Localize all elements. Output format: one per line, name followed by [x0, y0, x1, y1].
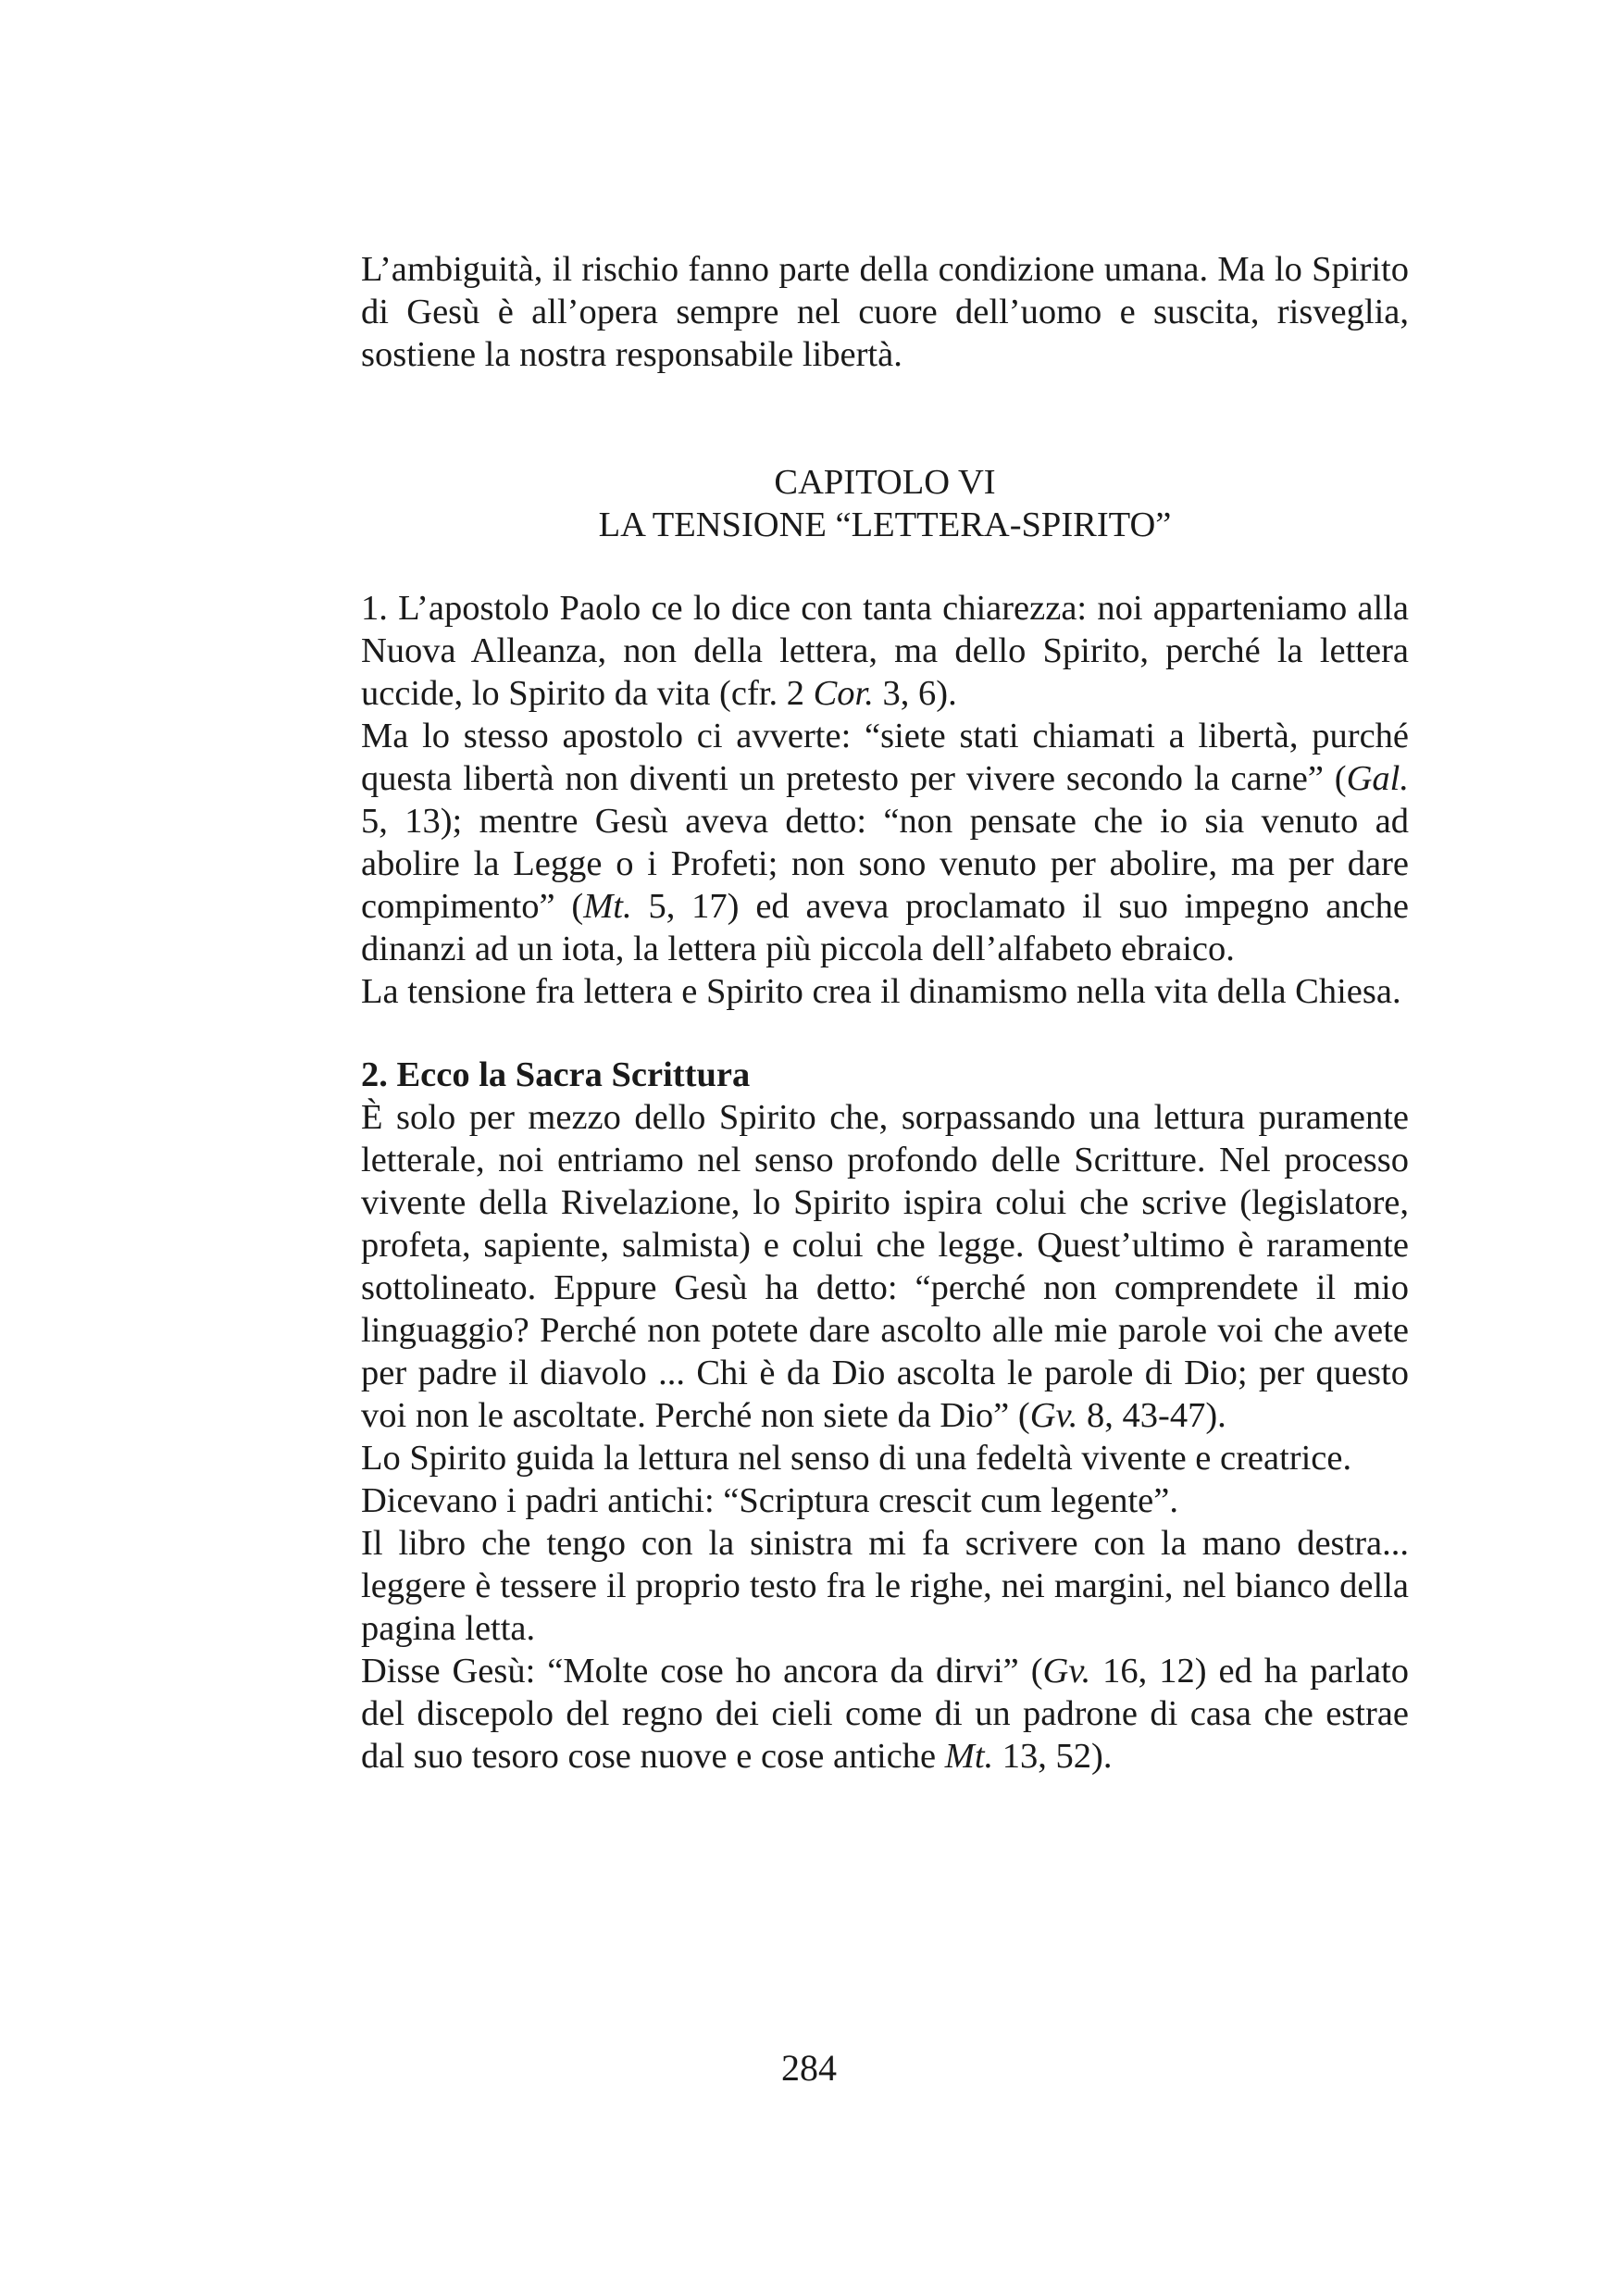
- citation: Gv.: [1042, 1652, 1091, 1691]
- text-run: 8, 43-47).: [1077, 1396, 1226, 1435]
- page-body: [361, 248, 1409, 1778]
- section2-heading: [361, 1054, 1409, 1096]
- text-run: 3, 6).: [873, 674, 957, 713]
- section-title: 2. Ecco la Sacra Scrittura: [361, 1055, 751, 1094]
- section1-paragraph-3: La tensione fra lettera e Spirito crea il dinamismo nella vita della Chiesa.: [361, 972, 1401, 1011]
- text-run: 5, 17) ed aveva proclamato il suo impegno anche dinanzi ad un iota, la lettera più piccola dell’alfabeto ebraico.: [361, 887, 1409, 968]
- text-run: Ma lo stesso apostolo ci avverte: “siete stati chiamati a libertà, purché questa libertà non diventi un pretesto per vivere secondo la carne” (: [361, 717, 1409, 798]
- chapter-title: LA TENSIONE “LETTERA-SPIRITO”: [598, 505, 1172, 544]
- text-run: È solo per mezzo dello Spirito che, sorpassando una lettura puramente letterale, noi entriamo nel senso profondo delle Scritture. Nel processo vivente della Rivelazione, lo Spirito ispira colui che scrive (legislatore, profeta, sapiente, salmista) e colui che legge. Quest’ultimo è raramente sottolineato. Eppure Gesù ha detto: “perché non comprendete il mio linguaggio? Perché non potete dare ascolto alle mie parole voi che avete per padre il diavolo ... Chi è da Dio ascolta le parole di Dio; per questo voi non le ascoltate. Perché non siete da Dio” (: [361, 1098, 1409, 1435]
- section2-paragraph-1: [361, 1096, 1409, 1437]
- section2-paragraph-3: Dicevano i padri antichi: “Scriptura crescit cum legente”.: [361, 1481, 1178, 1520]
- section2-paragraph-2: Lo Spirito guida la lettura nel senso di una fedeltà vivente e creatrice.: [361, 1439, 1352, 1478]
- text-run: 5, 13); mentre Gesù aveva detto: “non pensate che io sia venuto ad abolire la Legge o i Profeti; non sono venuto per abolire, ma per dare compimento” (: [361, 802, 1409, 926]
- text-run: 1. L’apostolo Paolo ce lo dice con tanta chiarezza: noi apparteniamo alla Nuova Alleanza, non della lettera, ma dello Spirito, perché la lettera uccide, lo Spirito da vita (cfr. 2: [361, 589, 1409, 713]
- text-run: 16, 12) ed ha parlato del discepolo del regno dei cieli come di un padrone di casa che estrae dal suo tesoro cose nuove e cose antiche: [361, 1652, 1409, 1776]
- section2-paragraph-5: [361, 1650, 1409, 1778]
- section1-paragraph-2: [361, 715, 1409, 970]
- citation: Gv.: [1029, 1396, 1078, 1435]
- citation: Gal.: [1346, 759, 1409, 798]
- chapter-number: CAPITOLO VI: [774, 463, 996, 502]
- text-run: Disse Gesù: “Molte cose ho ancora da dirvi” (: [361, 1652, 1043, 1691]
- page-number: 284: [781, 2047, 837, 2089]
- citation: Mt.: [583, 887, 632, 926]
- section2-paragraph-4: Il libro che tengo con la sinistra mi fa scrivere con la mano destra... leggere è tessere il proprio testo fra le righe, nei margini, nel bianco della pagina letta.: [361, 1524, 1409, 1648]
- chapter-heading: [361, 461, 1409, 546]
- citation: Cor.: [813, 674, 874, 713]
- section1-paragraph-1: [361, 587, 1409, 715]
- intro-paragraph: L’ambiguità, il rischio fanno parte della condizione umana. Ma lo Spirito di Gesù è all’opera sempre nel cuore dell’uomo e suscita, risveglia, sostiene la nostra responsabile libertà.: [361, 250, 1409, 374]
- text-run: 13, 52).: [993, 1737, 1113, 1776]
- citation: Mt.: [944, 1737, 994, 1776]
